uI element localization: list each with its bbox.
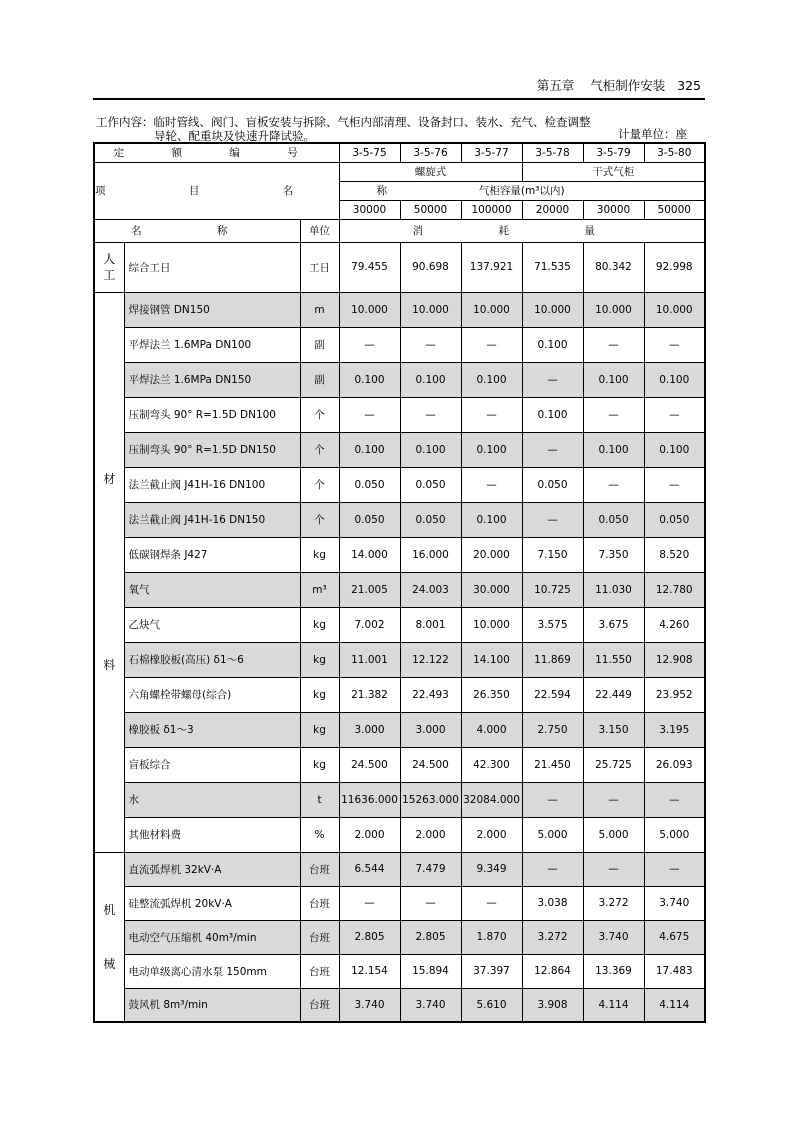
table-row <box>94 432 705 467</box>
item-value: 7.150 <box>522 537 583 572</box>
item-name: 乙炔气 <box>124 607 300 642</box>
work-label: 工作内容： <box>96 115 154 129</box>
item-value: — <box>461 327 522 362</box>
unit-note: 计量单位：座 <box>618 127 687 141</box>
item-value: 10.000 <box>583 292 644 327</box>
item-name: 压制弯头 90° R=1.5D DN100 <box>124 397 300 432</box>
item-value: 5.610 <box>461 988 522 1022</box>
item-value: 3.675 <box>583 607 644 642</box>
item-value: 24.003 <box>400 572 461 607</box>
capacity: 100000 <box>461 200 522 219</box>
table-row <box>94 677 705 712</box>
quota-code: 3-5-78 <box>522 143 583 162</box>
capacity: 30000 <box>339 200 400 219</box>
item-name: 电动空气压缩机 40m³/min <box>124 920 300 954</box>
item-unit: m <box>300 292 339 327</box>
item-value: 2.000 <box>400 817 461 852</box>
item-value: 0.100 <box>400 432 461 467</box>
item-value: 26.093 <box>644 747 705 782</box>
item-value: — <box>400 327 461 362</box>
item-value: — <box>400 397 461 432</box>
page-header <box>93 74 705 100</box>
item-value: 5.000 <box>522 817 583 852</box>
item-name: 焊接钢管 DN150 <box>124 292 300 327</box>
item-unit: 副 <box>300 327 339 362</box>
item-value: 2.000 <box>339 817 400 852</box>
item-value: 11.869 <box>522 642 583 677</box>
item-value: 17.483 <box>644 954 705 988</box>
item-value: — <box>522 432 583 467</box>
item-value: 0.100 <box>461 432 522 467</box>
item-value: — <box>461 886 522 920</box>
item-value: 21.382 <box>339 677 400 712</box>
item-name: 综合工日 <box>124 242 300 292</box>
item-value: 0.100 <box>339 362 400 397</box>
quota-code: 3-5-79 <box>583 143 644 162</box>
item-unit: kg <box>300 712 339 747</box>
item-value: 15.894 <box>400 954 461 988</box>
item-value: 26.350 <box>461 677 522 712</box>
item-value: 3.908 <box>522 988 583 1022</box>
item-value: 11.030 <box>583 572 644 607</box>
page-number: 325 <box>677 78 701 93</box>
item-value: 0.100 <box>339 432 400 467</box>
item-name: 水 <box>124 782 300 817</box>
item-value: 0.050 <box>522 467 583 502</box>
item-value: 0.050 <box>339 502 400 537</box>
item-value: 0.100 <box>583 362 644 397</box>
item-name: 硅整流弧焊机 20kV·A <box>124 886 300 920</box>
item-value: 2.805 <box>400 920 461 954</box>
item-value: — <box>583 397 644 432</box>
item-unit: 副 <box>300 362 339 397</box>
item-unit: kg <box>300 607 339 642</box>
item-value: — <box>644 327 705 362</box>
quota-code: 3-5-77 <box>461 143 522 162</box>
item-value: 3.740 <box>339 988 400 1022</box>
item-value: 10.000 <box>522 292 583 327</box>
capacity: 50000 <box>644 200 705 219</box>
type-spiral: 螺旋式 <box>339 162 522 181</box>
item-unit: 台班 <box>300 886 339 920</box>
table-row <box>94 467 705 502</box>
table-row <box>94 817 705 852</box>
capacity: 20000 <box>522 200 583 219</box>
item-value: — <box>644 467 705 502</box>
item-value: 10.000 <box>400 292 461 327</box>
category-label: 机 <box>103 902 116 917</box>
quota-code: 3-5-80 <box>644 143 705 162</box>
item-value: — <box>583 327 644 362</box>
item-value: 0.050 <box>583 502 644 537</box>
item-value: 32084.000 <box>461 782 522 817</box>
table-row <box>94 362 705 397</box>
item-value: 0.050 <box>400 467 461 502</box>
item-name: 法兰截止阀 J41H-16 DN100 <box>124 467 300 502</box>
item-value: — <box>644 397 705 432</box>
item-unit: 台班 <box>300 852 339 886</box>
capacity: 50000 <box>400 200 461 219</box>
item-name: 平焊法兰 1.6MPa DN150 <box>124 362 300 397</box>
item-value: 12.908 <box>644 642 705 677</box>
category-label: 人工 <box>103 252 116 282</box>
chapter-label: 第五章 <box>536 78 575 93</box>
category-label: 料 <box>103 658 116 672</box>
item-value: 7.002 <box>339 607 400 642</box>
item-unit: kg <box>300 537 339 572</box>
item-value: 3.740 <box>644 886 705 920</box>
item-value: 90.698 <box>400 242 461 292</box>
item-unit: t <box>300 782 339 817</box>
type-dry: 干式气柜 <box>522 162 705 181</box>
item-value: 0.100 <box>644 362 705 397</box>
item-name: 六角螺栓带螺母(综合) <box>124 677 300 712</box>
quota-code: 3-5-76 <box>400 143 461 162</box>
item-value: 0.100 <box>461 502 522 537</box>
item-value: 42.300 <box>461 747 522 782</box>
item-value: 4.675 <box>644 920 705 954</box>
category-label: 材 <box>103 472 116 486</box>
item-value: 21.005 <box>339 572 400 607</box>
item-value: 2.750 <box>522 712 583 747</box>
item-value: 9.349 <box>461 852 522 886</box>
table-row <box>94 327 705 362</box>
category-label: 械 <box>103 956 116 971</box>
item-value: 4.114 <box>644 988 705 1022</box>
item-value: 37.397 <box>461 954 522 988</box>
item-value: 24.500 <box>400 747 461 782</box>
item-label: 项 目 名 称 <box>94 162 339 219</box>
table-row <box>94 782 705 817</box>
item-value: 3.740 <box>400 988 461 1022</box>
quota-code-row <box>94 143 705 162</box>
category-labor <box>94 242 124 292</box>
item-value: 23.952 <box>644 677 705 712</box>
item-unit: 个 <box>300 397 339 432</box>
quota-table <box>93 142 706 1023</box>
item-name: 盲板综合 <box>124 747 300 782</box>
table-row <box>94 537 705 572</box>
item-value: 8.001 <box>400 607 461 642</box>
work-content <box>96 115 591 143</box>
item-value: 3.038 <box>522 886 583 920</box>
item-value: 4.114 <box>583 988 644 1022</box>
table-row <box>94 242 705 292</box>
item-value: 10.000 <box>461 607 522 642</box>
item-value: 13.369 <box>583 954 644 988</box>
item-value: 4.000 <box>461 712 522 747</box>
table-row <box>94 292 705 327</box>
item-value: — <box>644 852 705 886</box>
table-row <box>94 920 705 954</box>
type-row <box>94 162 705 181</box>
table-row <box>94 988 705 1022</box>
item-value: 71.535 <box>522 242 583 292</box>
item-value: 0.100 <box>400 362 461 397</box>
quota-label: 定 额 编 号 <box>94 143 339 162</box>
item-name: 压制弯头 90° R=1.5D DN150 <box>124 432 300 467</box>
header-text <box>537 76 701 94</box>
item-value: 24.500 <box>339 747 400 782</box>
category-material <box>94 292 124 852</box>
capacity: 30000 <box>583 200 644 219</box>
item-unit: 台班 <box>300 988 339 1022</box>
work-line-1: 临时管线、阀门、盲板安装与拆除、气柜内部清理、设备封口、装水、充气、检查调整 <box>153 115 591 129</box>
table-row <box>94 607 705 642</box>
item-value: 3.000 <box>339 712 400 747</box>
item-unit: 台班 <box>300 920 339 954</box>
item-value: 22.449 <box>583 677 644 712</box>
item-value: 21.450 <box>522 747 583 782</box>
table-row <box>94 712 705 747</box>
item-value: 10.725 <box>522 572 583 607</box>
chapter-title: 气柜制作安装 <box>590 78 666 93</box>
item-name: 平焊法兰 1.6MPa DN100 <box>124 327 300 362</box>
item-value: — <box>339 397 400 432</box>
item-value: 7.350 <box>583 537 644 572</box>
item-value: 12.154 <box>339 954 400 988</box>
item-name: 其他材料费 <box>124 817 300 852</box>
item-name: 电动单级离心清水泵 150mm <box>124 954 300 988</box>
category-machine <box>94 852 124 1022</box>
item-value: 0.100 <box>583 432 644 467</box>
item-unit: 台班 <box>300 954 339 988</box>
item-value: 7.479 <box>400 852 461 886</box>
item-value: 3.272 <box>583 886 644 920</box>
item-unit: 个 <box>300 502 339 537</box>
item-value: — <box>461 467 522 502</box>
item-value: 11.001 <box>339 642 400 677</box>
item-value: 3.575 <box>522 607 583 642</box>
item-value: 25.725 <box>583 747 644 782</box>
item-value: 14.100 <box>461 642 522 677</box>
item-value: 20.000 <box>461 537 522 572</box>
table-row <box>94 954 705 988</box>
column-header-row <box>94 219 705 242</box>
capacity-label: 气柜容量(m³以内) <box>339 181 705 200</box>
item-value: 10.000 <box>644 292 705 327</box>
item-value: 0.100 <box>522 397 583 432</box>
item-value: 15263.000 <box>400 782 461 817</box>
item-value: 3.000 <box>400 712 461 747</box>
item-value: — <box>400 886 461 920</box>
item-value: — <box>339 327 400 362</box>
item-value: — <box>644 782 705 817</box>
item-value: — <box>339 886 400 920</box>
table-row <box>94 397 705 432</box>
item-value: 3.740 <box>583 920 644 954</box>
item-value: 92.998 <box>644 242 705 292</box>
item-value: — <box>522 852 583 886</box>
quota-code: 3-5-75 <box>339 143 400 162</box>
header-rule <box>93 98 705 100</box>
item-value: 16.000 <box>400 537 461 572</box>
item-unit: 个 <box>300 467 339 502</box>
item-value: 12.122 <box>400 642 461 677</box>
item-value: 79.455 <box>339 242 400 292</box>
item-value: 8.520 <box>644 537 705 572</box>
item-value: 14.000 <box>339 537 400 572</box>
col-name-header: 名 称 <box>94 219 300 242</box>
item-value: 12.780 <box>644 572 705 607</box>
item-name: 法兰截止阀 J41H-16 DN150 <box>124 502 300 537</box>
item-value: 22.594 <box>522 677 583 712</box>
item-unit: 个 <box>300 432 339 467</box>
col-unit-header: 单位 <box>300 219 339 242</box>
table-row <box>94 852 705 886</box>
item-value: 2.000 <box>461 817 522 852</box>
item-name: 氧气 <box>124 572 300 607</box>
item-value: 5.000 <box>583 817 644 852</box>
item-value: 3.150 <box>583 712 644 747</box>
item-value: 0.100 <box>522 327 583 362</box>
item-value: 22.493 <box>400 677 461 712</box>
item-unit: kg <box>300 677 339 712</box>
item-name: 橡胶板 δ1～3 <box>124 712 300 747</box>
item-value: 30.000 <box>461 572 522 607</box>
item-name: 直流弧焊机 32kV·A <box>124 852 300 886</box>
item-value: 3.272 <box>522 920 583 954</box>
item-unit: % <box>300 817 339 852</box>
table-row <box>94 642 705 677</box>
table-row <box>94 572 705 607</box>
item-unit: m³ <box>300 572 339 607</box>
item-value: 2.805 <box>339 920 400 954</box>
item-value: 6.544 <box>339 852 400 886</box>
item-name: 石棉橡胶板(高压) δ1～6 <box>124 642 300 677</box>
item-unit: 工日 <box>300 242 339 292</box>
item-value: 137.921 <box>461 242 522 292</box>
work-line-2: 导轮、配重块及快速升降试验。 <box>154 129 315 143</box>
item-value: 1.870 <box>461 920 522 954</box>
item-value: 0.100 <box>644 432 705 467</box>
item-value: — <box>522 362 583 397</box>
item-value: 5.000 <box>644 817 705 852</box>
item-value: — <box>522 782 583 817</box>
item-value: 0.050 <box>400 502 461 537</box>
item-value: 0.100 <box>461 362 522 397</box>
item-name: 低碳钢焊条 J427 <box>124 537 300 572</box>
item-unit: kg <box>300 642 339 677</box>
item-value: 12.864 <box>522 954 583 988</box>
item-value: — <box>583 467 644 502</box>
col-consumption-header: 消 耗 量 <box>339 219 705 242</box>
item-value: — <box>522 502 583 537</box>
item-value: 11.550 <box>583 642 644 677</box>
item-value: — <box>461 397 522 432</box>
item-value: 3.195 <box>644 712 705 747</box>
table-row <box>94 502 705 537</box>
item-unit: kg <box>300 747 339 782</box>
table-row <box>94 747 705 782</box>
item-value: — <box>583 852 644 886</box>
item-name: 鼓风机 8m³/min <box>124 988 300 1022</box>
item-value: 10.000 <box>461 292 522 327</box>
item-value: 11636.000 <box>339 782 400 817</box>
item-value: 10.000 <box>339 292 400 327</box>
item-value: 0.050 <box>339 467 400 502</box>
item-value: — <box>583 782 644 817</box>
item-value: 80.342 <box>583 242 644 292</box>
item-value: 4.260 <box>644 607 705 642</box>
item-value: 0.050 <box>644 502 705 537</box>
table-row <box>94 886 705 920</box>
